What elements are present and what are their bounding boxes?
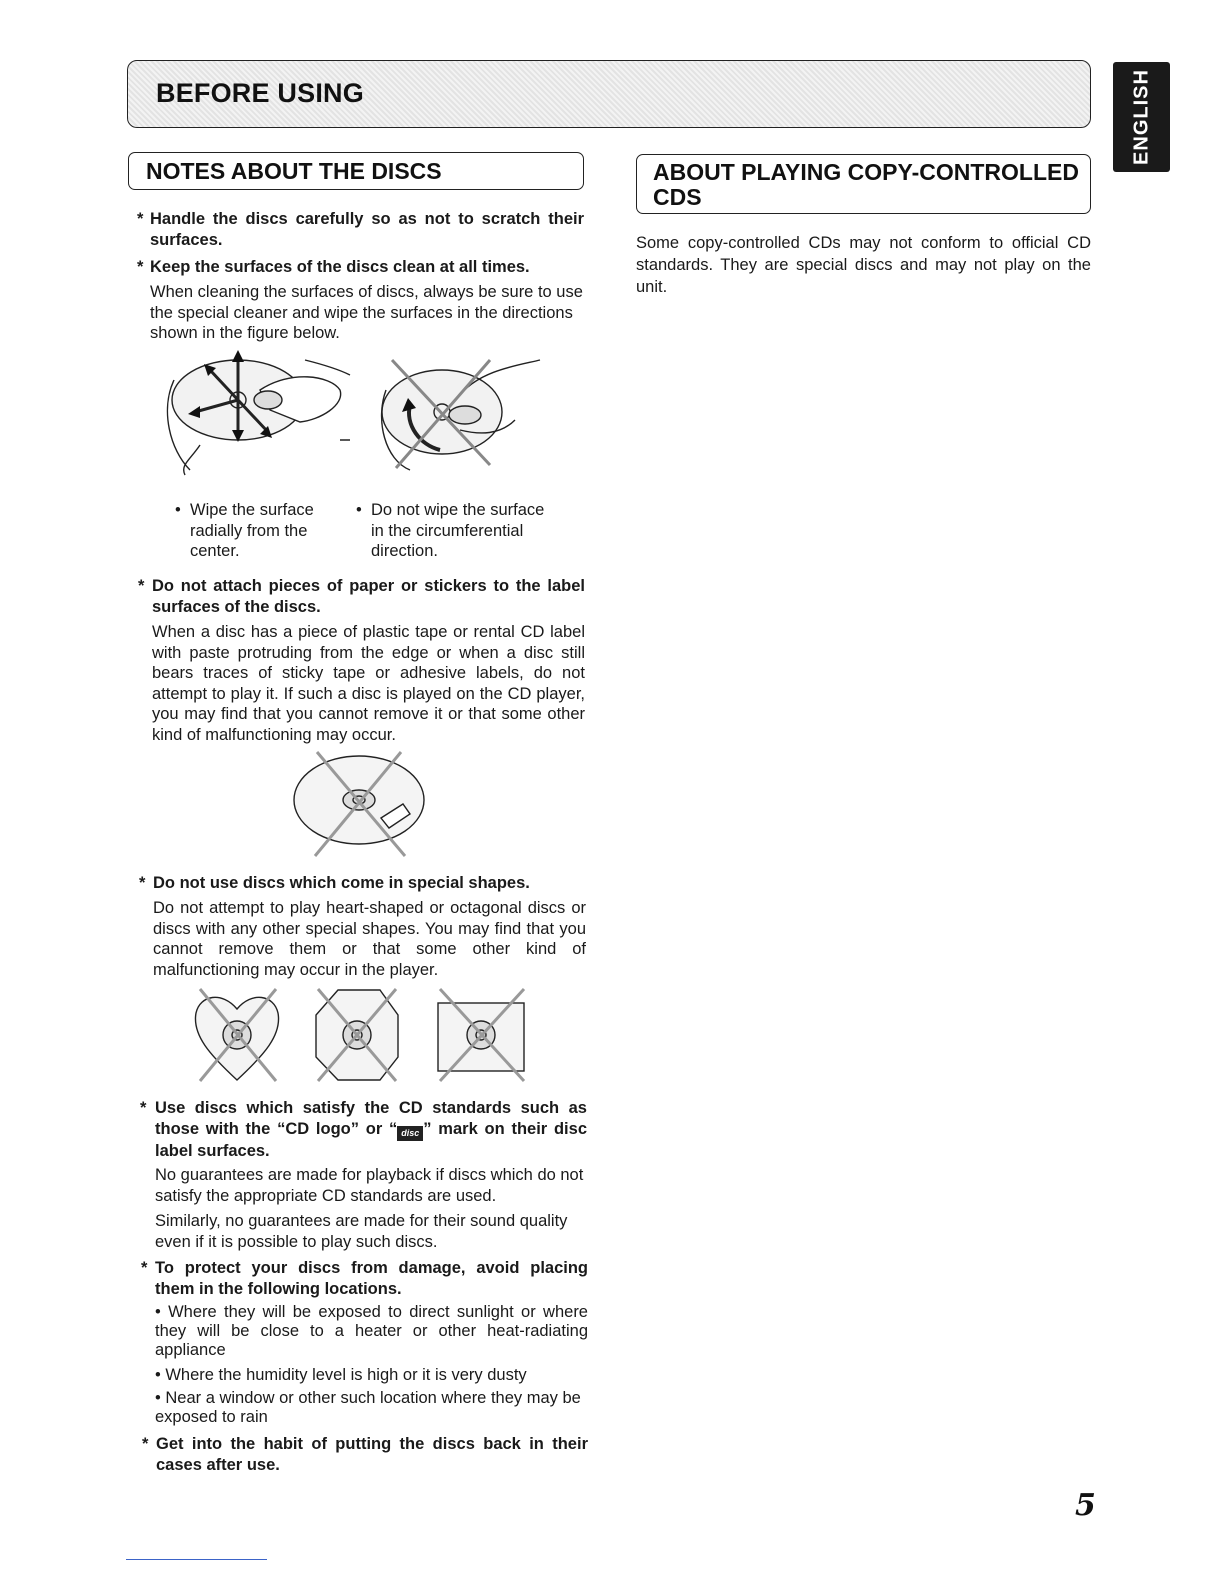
note-star: * bbox=[139, 874, 146, 892]
language-tab bbox=[1113, 62, 1170, 172]
footer-rule bbox=[126, 1559, 267, 1560]
location-bullet-sunlight: • Where they will be exposed to direct sunlight or where they will be close to a heater or other heat-radiating appliance bbox=[155, 1303, 588, 1359]
note-star: * bbox=[137, 210, 144, 228]
language-tab-label: ENGLISH bbox=[1130, 69, 1152, 165]
section-heading-copy-controlled bbox=[636, 154, 1091, 214]
note-star: * bbox=[141, 1259, 148, 1277]
caption-wipe-radially: Wipe the surface radially from the center. bbox=[190, 501, 314, 561]
disc-logo-icon: disc bbox=[397, 1126, 423, 1141]
note-back-in-cases: Get into the habit of putting the discs back in their cases after use. bbox=[156, 1435, 588, 1474]
section-title-copy-controlled: ABOUT PLAYING COPY-CONTROLLED CDS bbox=[653, 159, 1079, 210]
page-number: 5 bbox=[1075, 1488, 1096, 1523]
note-star: * bbox=[140, 1099, 147, 1117]
disc-with-sticker-illustration bbox=[285, 748, 435, 860]
note-cd-standards-text-b: ” mark on their disc label surfaces. bbox=[155, 1119, 587, 1160]
note-star: * bbox=[137, 258, 144, 276]
location-bullet-humidity: • Where the humidity level is high or it is very dusty bbox=[155, 1366, 527, 1384]
location-bullet-window: • Near a window or other such location where they may be exposed to rain bbox=[155, 1389, 581, 1426]
special-shapes-illustration bbox=[190, 985, 535, 1085]
note-no-stickers: Do not attach pieces of paper or stickers to the label surfaces of the discs. bbox=[152, 577, 585, 616]
note-special-shapes-body: Do not attempt to play heart-shaped or octagonal discs or discs with any other special shapes. You may find that you cannot remove them or that some other kind of malfunctioning may occur in the player. bbox=[153, 899, 586, 979]
note-cd-standards-text-a: Use discs which satisfy the CD standards such as those with the “CD logo” or “ bbox=[155, 1099, 587, 1138]
caption-no-circular-wipe: Do not wipe the surface in the circumferential direction. bbox=[371, 501, 545, 561]
caption-bullet: • bbox=[356, 501, 362, 519]
note-star: * bbox=[138, 577, 145, 595]
note-star: * bbox=[142, 1435, 149, 1453]
header-banner bbox=[127, 60, 1091, 128]
note-cd-standards-body2: Similarly, no guarantees are made for their sound quality even if it is possible to play such discs. bbox=[155, 1212, 568, 1251]
note-keep-clean: Keep the surfaces of the discs clean at all times. bbox=[150, 258, 530, 276]
page-title: BEFORE USING bbox=[156, 78, 364, 108]
section-title-discs: NOTES ABOUT THE DISCS bbox=[146, 158, 442, 184]
cleaning-illustration bbox=[160, 350, 560, 495]
note-special-shapes: Do not use discs which come in special shapes. bbox=[153, 874, 530, 892]
note-protect-discs: To protect your discs from damage, avoid placing them in the following locations. bbox=[155, 1259, 588, 1298]
note-keep-clean-body: When cleaning the surfaces of discs, always be sure to use the special cleaner and wipe the surfaces in the directions shown in the figure below. bbox=[150, 283, 583, 343]
note-cd-standards bbox=[155, 1098, 587, 1161]
copy-controlled-body: Some copy-controlled CDs may not conform to official CD standards. They are special discs and may not play on the unit. bbox=[636, 234, 1091, 296]
note-no-stickers-body: When a disc has a piece of plastic tape or rental CD label with paste protruding from the edge or when a disc still bears traces of sticky tape or adhesive labels, do not attempt to play it. If such a disc is played on the CD player, you may find that you cannot remove it or that some other kind of malfunctioning may occur. bbox=[152, 623, 585, 744]
note-handle-carefully: Handle the discs carefully so as not to scratch their surfaces. bbox=[150, 210, 584, 249]
note-cd-standards-body1: No guarantees are made for playback if discs which do not satisfy the appropriate CD standards are used. bbox=[155, 1166, 584, 1205]
section-heading-discs bbox=[128, 152, 584, 190]
caption-bullet: • bbox=[175, 501, 181, 519]
